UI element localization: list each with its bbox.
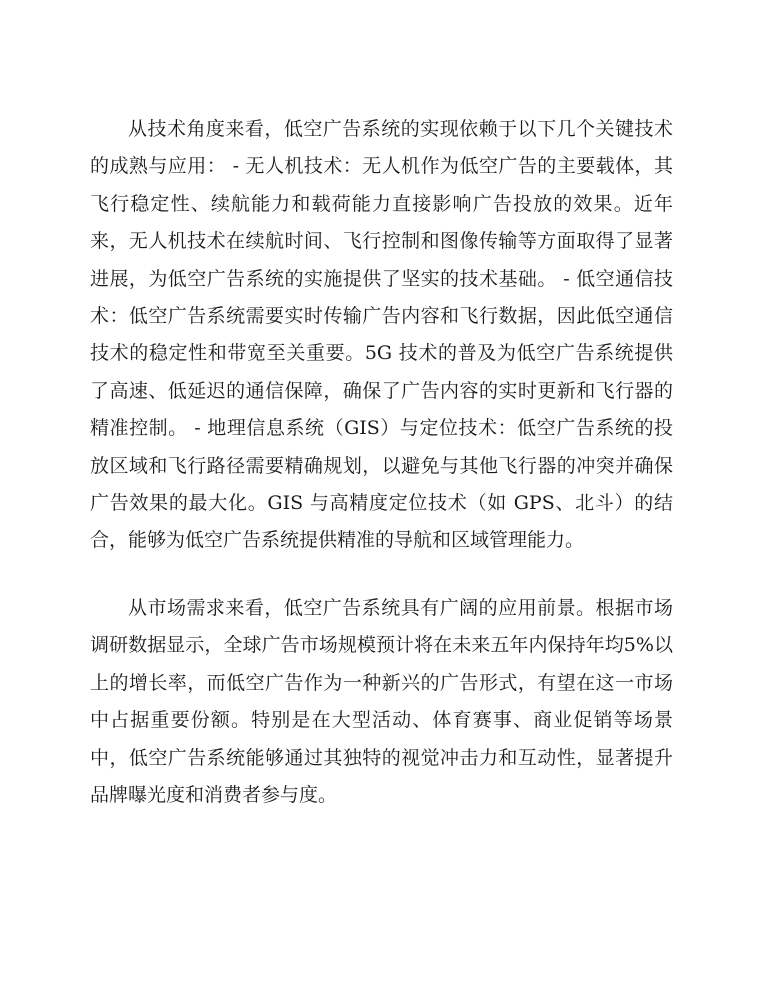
body-text-block-technology <box>90 111 673 560</box>
body-text-block-market <box>90 590 673 814</box>
paragraph-market: 从市场需求来看，低空广告系统具有广阔的应用前景。根据市场调研数据显示，全球广告市场规模预计将在未来五年内保持年均5%以上的增长率，而低空广告作为一种新兴的广告形式，有望在这一市场中占据重要份额。特别是在大型活动、体育赛事、商业促销等场景中，低空广告系统能够通过其独特的视觉冲击力和互动性，显著提升品牌曝光度和消费者参与度。 <box>90 597 673 807</box>
paragraph-technology: 从技术角度来看，低空广告系统的实现依赖于以下几个关键技术的成熟与应用： - 无人机技术：无人机作为低空广告的主要载体，其飞行稳定性、续航能力和载荷能力直接影响广告投放的效果。近年来，无人机技术在续航时间、飞行控制和图像传输等方面取得了显著进展，为低空广告系统的实施提供了坚实的技术基础。 - 低空通信技术：低空广告系统需要实时传输广告内容和飞行数据，因此低空通信技术的稳定性和带宽至关重要。5G 技术的普及为低空广告系统提供了高速、低延迟的通信保障，确保了广告内容的实时更新和飞行器的精准控制。 - 地理信息系统（GIS）与定位技术：低空广告系统的投放区域和飞行路径需要精确规划，以避免与其他飞行器的冲突并确保广告效果的最大化。GIS 与高精度定位技术（如 GPS、北斗）的结合，能够为低空广告系统提供精准的导航和区域管理能力。 <box>90 118 673 552</box>
